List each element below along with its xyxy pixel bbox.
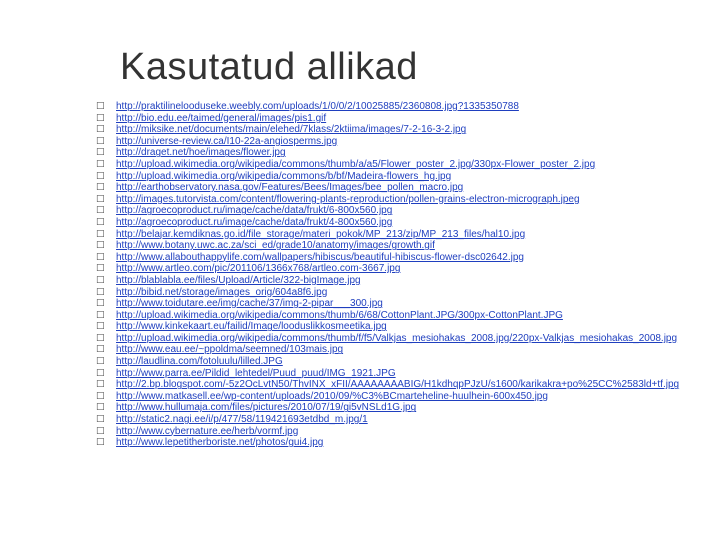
list-item — [96, 356, 706, 368]
checkbox-bullet-icon: □ — [96, 390, 105, 401]
list-item — [96, 333, 706, 345]
source-link[interactable]: http://upload.wikimedia.org/wikipedia/commons/b/bf/Madeira-flowers_hg.jpg — [116, 170, 452, 182]
checkbox-bullet-icon: □ — [96, 332, 105, 343]
source-link[interactable]: http://agroecoproduct.ru/image/cache/data/frukt/4-800x560.jpg — [116, 216, 393, 228]
slide-title: Kasutatud allikad — [120, 46, 418, 88]
list-item — [96, 310, 706, 322]
list-item — [96, 426, 706, 438]
checkbox-bullet-icon: □ — [96, 251, 105, 262]
list-item — [96, 124, 706, 136]
source-link[interactable]: http://www.kinkekaart.eu/failid/Image/looduslikkosmeetika.jpg — [116, 321, 387, 333]
source-link[interactable]: http://upload.wikimedia.org/wikipedia/commons/thumb/f/f5/Valkjas_mesiohakas_2008.jpg/220px-Valkjas_mesiohakas_2008.jpg — [116, 332, 678, 344]
source-link[interactable]: http://www.allabouthappylife.com/wallpapers/hibiscus/beautiful-hibiscus-flower-dsc02642.jpg — [116, 251, 524, 263]
source-link[interactable]: http://www.hullumaja.com/files/pictures/2010/07/19/gi5vNSLd1G.jpg — [116, 402, 417, 414]
source-link[interactable]: http://blablabla.ee/files/Upload/Article/322-bigImage.jpg — [116, 274, 361, 286]
list-item — [96, 171, 706, 183]
list-item — [96, 217, 706, 229]
list-item — [96, 391, 706, 403]
checkbox-bullet-icon: □ — [96, 321, 105, 332]
source-link[interactable]: http://www.parra.ee/Pildid_lehtedel/Puud_puud/IMG_1921.JPG — [116, 367, 396, 379]
source-list — [96, 101, 706, 449]
list-item — [96, 287, 706, 299]
source-link[interactable]: http://www.botany.uwc.ac.za/sci_ed/grade10/anatomy/images/growth.gif — [116, 240, 435, 252]
list-item — [96, 205, 706, 217]
source-link[interactable]: http://earthobservatory.nasa.gov/Features/Bees/Images/bee_pollen_macro.jpg — [116, 182, 464, 194]
list-item — [96, 182, 706, 194]
checkbox-bullet-icon: □ — [96, 402, 105, 413]
source-link[interactable]: http://laudlina.com/fotoluulu/lilled.JPG — [116, 356, 283, 368]
list-item — [96, 229, 706, 241]
list-item — [96, 437, 706, 449]
source-link[interactable]: http://www.eau.ee/~ppoldma/seemned/103mais.jpg — [116, 344, 344, 356]
source-link[interactable]: http://bibid.net/storage/images_orig/604a8f6.jpg — [116, 286, 328, 298]
checkbox-bullet-icon: □ — [96, 240, 105, 251]
source-link[interactable]: http://www.toidutare.ee/img/cache/37/img-2-pipar___300.jpg — [116, 298, 383, 310]
list-item — [96, 368, 706, 380]
source-link[interactable]: http://www.cybernature.ee/herb/vormf.jpg — [116, 425, 299, 437]
checkbox-bullet-icon: □ — [96, 274, 105, 285]
checkbox-bullet-icon: □ — [96, 356, 105, 367]
source-link[interactable]: http://agroecoproduct.ru/image/cache/data/frukt/6-800x560.jpg — [116, 205, 393, 217]
checkbox-bullet-icon: □ — [96, 216, 105, 227]
source-link[interactable]: http://miksike.net/documents/main/elehed/7klass/2ktiima/images/7-2-16-3-2.jpg — [116, 124, 467, 136]
checkbox-bullet-icon: □ — [96, 205, 105, 216]
list-item — [96, 147, 706, 159]
checkbox-bullet-icon: □ — [96, 286, 105, 297]
checkbox-bullet-icon: □ — [96, 437, 105, 448]
list-item — [96, 252, 706, 264]
list-item — [96, 263, 706, 275]
list-item — [96, 113, 706, 125]
checkbox-bullet-icon: □ — [96, 182, 105, 193]
source-link[interactable]: http://belajar.kemdiknas.go.id/file_storage/materi_pokok/MP_213/zip/MP_213_files/hal10.jpg — [116, 228, 526, 240]
checkbox-bullet-icon: □ — [96, 414, 105, 425]
source-link[interactable]: http://www.matkasell.ee/wp-content/uploads/2010/09/%C3%BCmarteheline-huulhein-600x450.jpg — [116, 390, 548, 402]
list-item — [96, 321, 706, 333]
source-link[interactable]: http://www.artleo.com/pic/201106/1366x768/artleo.com-3667.jpg — [116, 263, 401, 275]
source-link[interactable]: http://static2.nagi.ee/i/p/477/58/119421693etdbd_m.jpg/1 — [116, 414, 368, 426]
list-item — [96, 379, 706, 391]
source-link[interactable]: http://bio.edu.ee/taimed/general/images/pis1.gif — [116, 112, 327, 124]
list-item — [96, 240, 706, 252]
list-item — [96, 298, 706, 310]
list-item — [96, 402, 706, 414]
list-item — [96, 194, 706, 206]
checkbox-bullet-icon: □ — [96, 124, 105, 135]
checkbox-bullet-icon: □ — [96, 379, 105, 390]
list-item — [96, 414, 706, 426]
list-item — [96, 344, 706, 356]
list-item — [96, 159, 706, 171]
source-link[interactable]: http://praktilineloodusekе.weebly.com/uploads/1/0/0/2/10025885/2360808.jpg?1335350788 — [116, 101, 519, 112]
checkbox-bullet-icon: □ — [96, 367, 105, 378]
source-link[interactable]: http://draget.net/hoe/images/flower.jpg — [116, 147, 286, 159]
checkbox-bullet-icon: □ — [96, 158, 105, 169]
source-link[interactable]: http://images.tutorvista.com/content/flowering-plants-reproduction/pollen-grains-electron-micrograph.jpeg — [116, 193, 580, 205]
checkbox-bullet-icon: □ — [96, 263, 105, 274]
checkbox-bullet-icon: □ — [96, 101, 105, 111]
source-link[interactable]: http://upload.wikimedia.org/wikipedia/commons/thumb/6/68/CottonPlant.JPG/300px-CottonPlant.JPG — [116, 309, 563, 321]
checkbox-bullet-icon: □ — [96, 170, 105, 181]
list-item — [96, 101, 706, 113]
checkbox-bullet-icon: □ — [96, 193, 105, 204]
checkbox-bullet-icon: □ — [96, 425, 105, 436]
checkbox-bullet-icon: □ — [96, 112, 105, 123]
checkbox-bullet-icon: □ — [96, 135, 105, 146]
checkbox-bullet-icon: □ — [96, 147, 105, 158]
source-link[interactable]: http://upload.wikimedia.org/wikipedia/commons/thumb/a/a5/Flower_poster_2.jpg/330px-Flower_poster_2.jpg — [116, 158, 596, 170]
list-item — [96, 275, 706, 287]
source-link[interactable]: http://www.lepetitherboriste.net/photos/gui4.jpg — [116, 437, 324, 449]
checkbox-bullet-icon: □ — [96, 344, 105, 355]
list-item — [96, 136, 706, 148]
checkbox-bullet-icon: □ — [96, 298, 105, 309]
source-link[interactable]: http://2.bp.blogspot.com/-5z2OcLvtN50/ThvINX_xFII/AAAAAAAABIG/H1kdhqpPJzU/s1600/karikakra+po%25CC%2583ld+tf.jpg — [116, 379, 680, 391]
checkbox-bullet-icon: □ — [96, 228, 105, 239]
checkbox-bullet-icon: □ — [96, 309, 105, 320]
source-link[interactable]: http://universe-review.ca/I10-22a-angiosperms.jpg — [116, 135, 338, 147]
